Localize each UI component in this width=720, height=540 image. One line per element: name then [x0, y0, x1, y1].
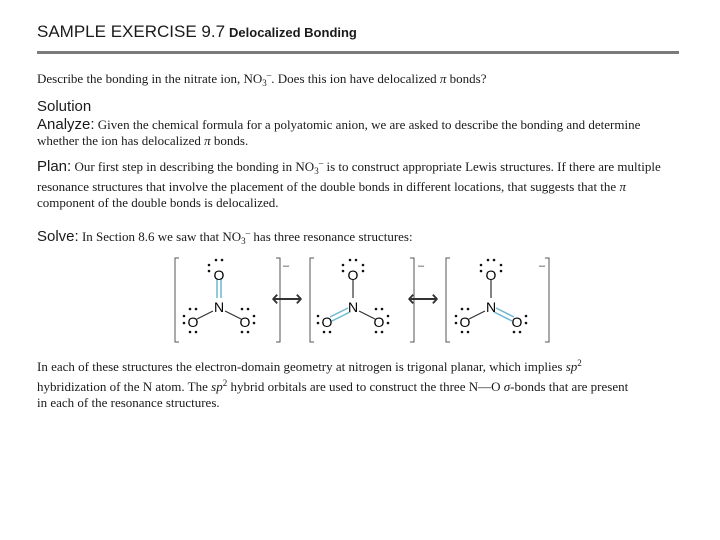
- oxygen-top: O: [485, 267, 497, 283]
- oxygen-right: O: [511, 314, 523, 330]
- oxygen-left: O: [321, 314, 333, 330]
- plan-label: Plan:: [37, 158, 72, 175]
- plan-paragraph: Plan: Our first step in describing the bonding in $NO_3^-$ is to construct appropriate Lewis structures. If there are multiple resonance structures that involve the placement of the double bonds in different locations, that suggests that the π component of the double bonds is delocalized.: [37, 158, 661, 210]
- title-main: SAMPLE EXERCISE 9.7: [37, 22, 226, 41]
- oxygen-right: O: [239, 314, 251, 330]
- nitrogen: N: [347, 299, 359, 315]
- oxygen-left: O: [459, 314, 471, 330]
- exercise-title: [37, 22, 357, 42]
- oxygen-top: O: [347, 267, 359, 283]
- solution-heading: Solution: [37, 98, 92, 115]
- title-topic: Delocalized Bonding: [229, 25, 357, 40]
- conclusion-paragraph: In each of these structures the electron-domain geometry at nitrogen is trigonal planar, which implies $sp^2$ hybridization of the N atom. The $sp^2$ hybrid orbitals are used to construct the three N—O σ-bonds that are present in each of the resonance structures.: [37, 358, 629, 410]
- resonance-structure-3: [446, 258, 549, 342]
- svg-text:–: –: [283, 260, 290, 272]
- analyze-paragraph: Analyze: Given the chemical formula for a polyatomic anion, we are asked to describe the bonding and determine whether the ion has delocalized π bonds.: [37, 116, 641, 148]
- resonance-arrow-1: ⟷: [271, 286, 303, 311]
- svg-text:–: –: [418, 260, 425, 272]
- solve-label: Solve:: [37, 228, 79, 245]
- nitrogen: N: [485, 299, 497, 315]
- solve-paragraph: Solve: In Section 8.6 we saw that $NO_3^-$ has three resonance structures:: [37, 228, 413, 246]
- nitrogen: N: [213, 299, 225, 315]
- title-divider: [37, 51, 679, 54]
- nitrate-resonance-structures: [165, 254, 555, 346]
- oxygen-left: O: [187, 314, 199, 330]
- oxygen-top: O: [213, 267, 225, 283]
- oxygen-right: O: [373, 314, 385, 330]
- resonance-arrow-2: ⟷: [407, 286, 439, 311]
- analyze-label: Analyze:: [37, 116, 95, 133]
- question-text: Describe the bonding in the nitrate ion, $NO_3^-$. Does this ion have delocalized π bonds?: [37, 70, 487, 88]
- svg-text:–: –: [539, 260, 546, 272]
